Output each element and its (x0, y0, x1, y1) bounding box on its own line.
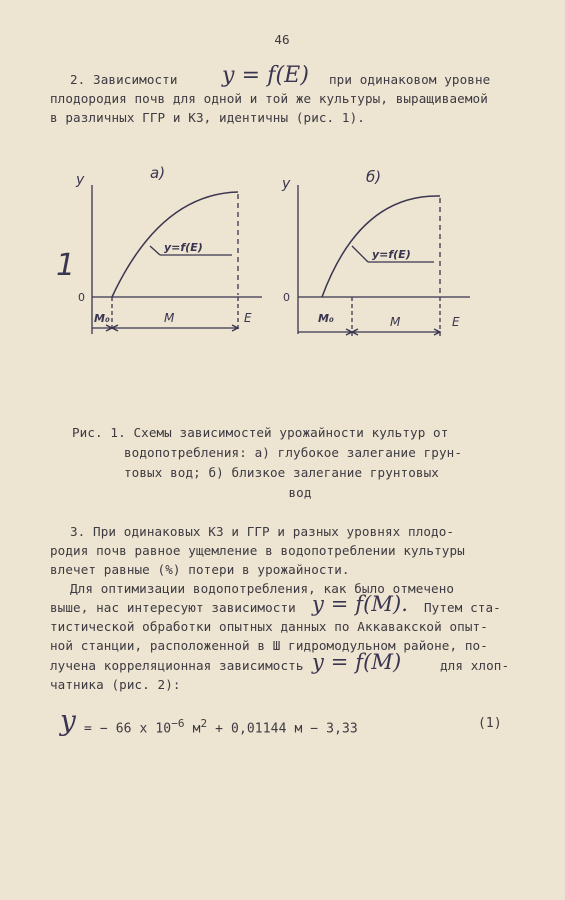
p3-line-7: ной станции, расположенной в Ш гидромодульном районе, по- (50, 638, 488, 653)
p2-line-1a: 2. Зависимости (70, 72, 178, 87)
p2-line-2: плодородия почв для одной и той же культуры, выращиваемой (50, 91, 488, 106)
p3-line-3: влечет равные (%) потери в урожайности. (50, 562, 350, 577)
caption-line-4: вод (288, 485, 312, 500)
caption-line-2: водопотребления: а) глубокое залегание грун- (124, 445, 463, 460)
p3-line-5b: Путем ста- (424, 600, 501, 615)
curve-label: y=f(E) (164, 241, 203, 254)
label-leader (352, 246, 368, 262)
m-label: M (164, 311, 175, 325)
equation-part-c: + 0,01144 м − 3,33 (207, 721, 358, 737)
yield-curve (322, 196, 440, 297)
equation-number: (1) (478, 716, 502, 731)
p3-line-2: родия почв равное ущемление в водопотреблении культуры (50, 543, 465, 558)
equation-part-b: м (184, 721, 201, 737)
caption-line-3: товых вод; б) близкое залегание грунтовых (124, 465, 439, 480)
figure-1 (0, 150, 565, 350)
origin-label: 0 (283, 291, 290, 304)
p3-line-5a: выше, нас интересуют зависимости (50, 600, 296, 615)
p2-line-1b: при одинаковом уровне (329, 72, 491, 87)
label-leader (150, 246, 160, 255)
y-axis-label: y (282, 176, 291, 192)
y-axis-label: y (76, 172, 85, 188)
curve-label: y=f(E) (372, 248, 411, 261)
e-label: E (244, 311, 252, 325)
equation-exponent-a: −6 (171, 717, 185, 730)
p3-line-6: тистической обработки опытных данных по Аккавакской опыт- (50, 619, 488, 634)
p3-line-4: Для оптимизации водопотребления, как было отмечено (70, 581, 455, 596)
p3-line-8a: лучена корреляционная зависимость (50, 658, 304, 673)
p3-line-8b: для хлоп- (440, 658, 510, 673)
panel-label: а) (150, 164, 166, 182)
p3-line-1: 3. При одинаковых КЗ и ГГР и разных уровнях плодо- (70, 524, 455, 539)
e-label: E (452, 315, 460, 329)
equation-y: y (60, 704, 76, 737)
p3-line-9: чатника (рис. 2): (50, 677, 181, 692)
m-label: M (390, 315, 401, 329)
p2-formula: y = f(E) (222, 63, 310, 88)
page-number: 46 (274, 32, 290, 47)
equation-part-a: = − 66 x 10 (84, 721, 172, 737)
equation-exponent-b: 2 (200, 717, 208, 730)
p2-line-3: в различных ГГР и КЗ, идентичны (рис. 1). (50, 110, 365, 125)
caption-line-1: Рис. 1. Схемы зависимостей урожайности культур от (72, 425, 449, 440)
panel-label: б) (366, 168, 382, 186)
origin-label: 0 (78, 291, 85, 304)
p3-formula-1: y = f(M). (312, 592, 409, 616)
p3-formula-2: y = f(M) (312, 650, 402, 674)
equation-body (84, 716, 358, 737)
m0-label: M₀ (318, 312, 334, 325)
m0-label: M₀ (94, 312, 110, 325)
diagram-a (92, 185, 262, 334)
margin-mark: 1 (56, 248, 76, 283)
